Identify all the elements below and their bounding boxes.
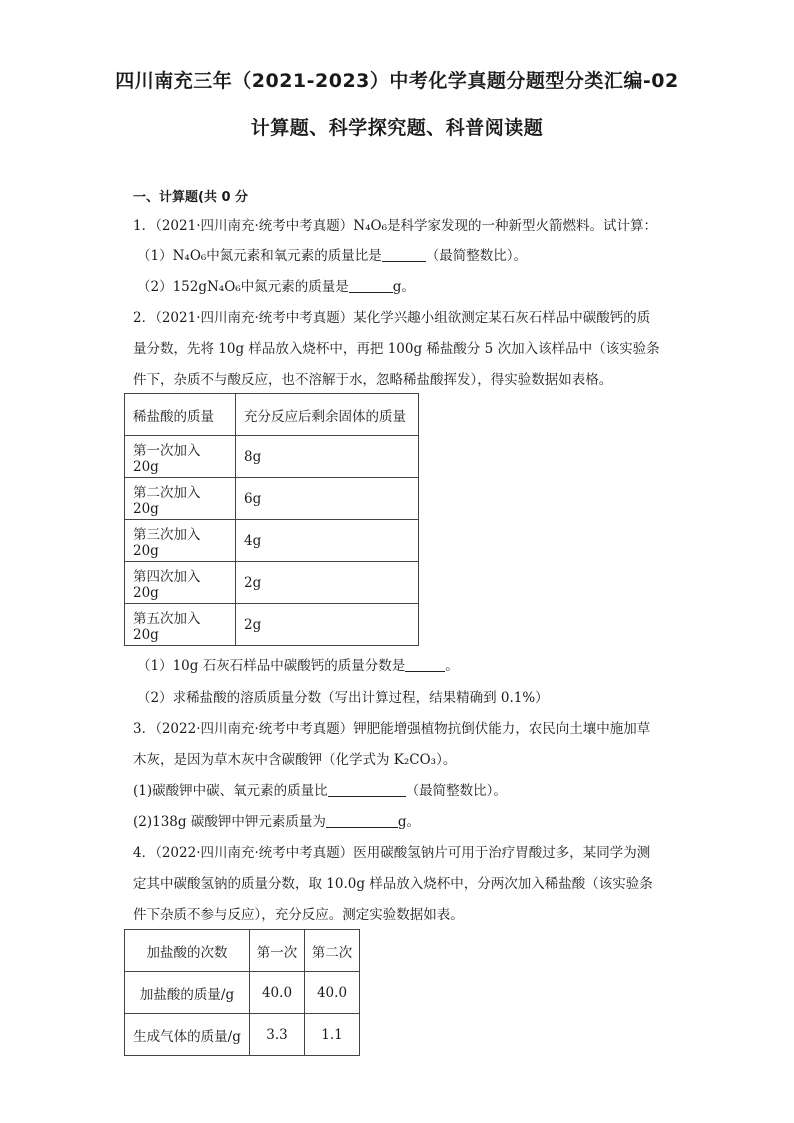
q2-part1-text: （1）10g 石灰石样品中碳酸钙的质量分数是 (137, 658, 406, 674)
answer-blank[interactable] (328, 784, 406, 797)
table-header-row (125, 930, 360, 972)
document-title-line2: 计算题、科学探究题、科普阅读题 (250, 117, 544, 139)
table-cell: 2g (236, 604, 419, 646)
q3-part1-tail: （最简整数比）。 (405, 783, 507, 799)
q2-stem-line1: 2．（2021·四川南充·统考中考真题）某化学兴趣小组欲测定某石灰石样品中碳酸钙的质 (133, 310, 651, 326)
q2-part2: （2）求稀盐酸的溶质质量分数（写出计算过程，结果精确到 0.1%） (137, 690, 549, 706)
table-cell: 第五次加入 20g (125, 604, 236, 646)
table-row (125, 520, 419, 562)
table-cell: 第三次加入 20g (125, 520, 236, 562)
table-cell: 6g (236, 478, 419, 520)
q1-part1-tail: （最简整数比）。 (425, 248, 528, 264)
document-title-line1: 四川南充三年（2021-2023）中考化学真题分题型分类汇编-02 (115, 70, 679, 92)
q4-stem-line2: 定其中碳酸氢钠的质量分数，取 10.0g 样品放入烧杯中，分两次加入稀盐酸（该实验条 (133, 876, 653, 892)
q3-part2-tail: g。 (397, 814, 420, 830)
table-cell: 4g (236, 520, 419, 562)
section-heading: 一、计算题(共 0 分 (133, 190, 249, 205)
table-cell: 1.1 (305, 1014, 360, 1056)
q4-data-table (124, 929, 360, 1056)
table-header-cell: 稀盐酸的质量 (125, 394, 236, 436)
table-row (125, 972, 360, 1014)
q1-part1 (137, 244, 527, 264)
table-header-cell: 充分反应后剩余固体的质量 (236, 394, 419, 436)
q3-part1-text: (1)碳酸钾中碳、氧元素的质量比 (133, 783, 328, 799)
q1-part2-tail: g。 (392, 279, 415, 295)
table-row (125, 562, 419, 604)
q1-stem: 1．（2021·四川南充·统考中考真题）N₄O₆是科学家发现的一种新型火箭燃料。试计算： (133, 218, 657, 234)
answer-blank[interactable] (326, 815, 398, 828)
q1-part2-text: （2）152gN₄O₆中氮元素的质量是 (137, 279, 349, 295)
table-row (125, 604, 419, 646)
table-cell: 加盐酸的质量/g (125, 972, 250, 1014)
table-header-row (125, 394, 419, 436)
table-cell: 40.0 (250, 972, 305, 1014)
table-header-cell: 加盐酸的次数 (125, 930, 250, 972)
answer-blank[interactable] (405, 659, 445, 672)
table-cell: 40.0 (305, 972, 360, 1014)
answer-blank[interactable] (349, 280, 393, 293)
table-row (125, 478, 419, 520)
table-cell: 生成气体的质量/g (125, 1014, 250, 1056)
q2-part1-tail: 。 (445, 658, 459, 674)
q3-part1 (133, 779, 507, 799)
table-header-cell: 第一次 (250, 930, 305, 972)
q4-stem-line3: 件下杂质不参与反应），充分反应。测定实验数据如表。 (133, 907, 464, 923)
table-cell: 3.3 (250, 1014, 305, 1056)
q2-data-table (124, 393, 419, 646)
table-cell: 第四次加入 20g (125, 562, 236, 604)
q3-part2 (133, 810, 420, 830)
q3-stem-line1: 3．（2022·四川南充·统考中考真题）钾肥能增强植物抗倒伏能力，农民向土壤中施加草 (133, 721, 651, 737)
q3-stem-line2: 木灰，是因为草木灰中含碳酸钾（化学式为 K₂CO₃）。 (133, 752, 457, 768)
q3-part2-text: (2)138g 碳酸钾中钾元素质量为 (133, 814, 326, 830)
table-row (125, 1014, 360, 1056)
table-cell: 2g (236, 562, 419, 604)
q4-stem-line1: 4．（2022·四川南充·统考中考真题）医用碳酸氢钠片可用于治疗胃酸过多，某同学为测 (133, 845, 651, 861)
q1-part2 (137, 275, 415, 295)
q2-stem-line2: 量分数，先将 10g 样品放入烧杯中，再把 100g 稀盐酸分 5 次加入该样品中（该实验条 (133, 341, 660, 357)
table-cell: 第一次加入 20g (125, 436, 236, 478)
q1-part1-text: （1）N₄O₆中氮元素和氧元素的质量比是 (137, 248, 382, 264)
q2-part1 (137, 654, 459, 674)
table-cell: 8g (236, 436, 419, 478)
table-cell: 第二次加入 20g (125, 478, 236, 520)
table-header-cell: 第二次 (305, 930, 360, 972)
table-row (125, 436, 419, 478)
answer-blank[interactable] (382, 249, 426, 262)
q2-stem-line3: 件下，杂质不与酸反应，也不溶解于水，忽略稀盐酸挥发），得实验数据如表格。 (133, 372, 613, 388)
